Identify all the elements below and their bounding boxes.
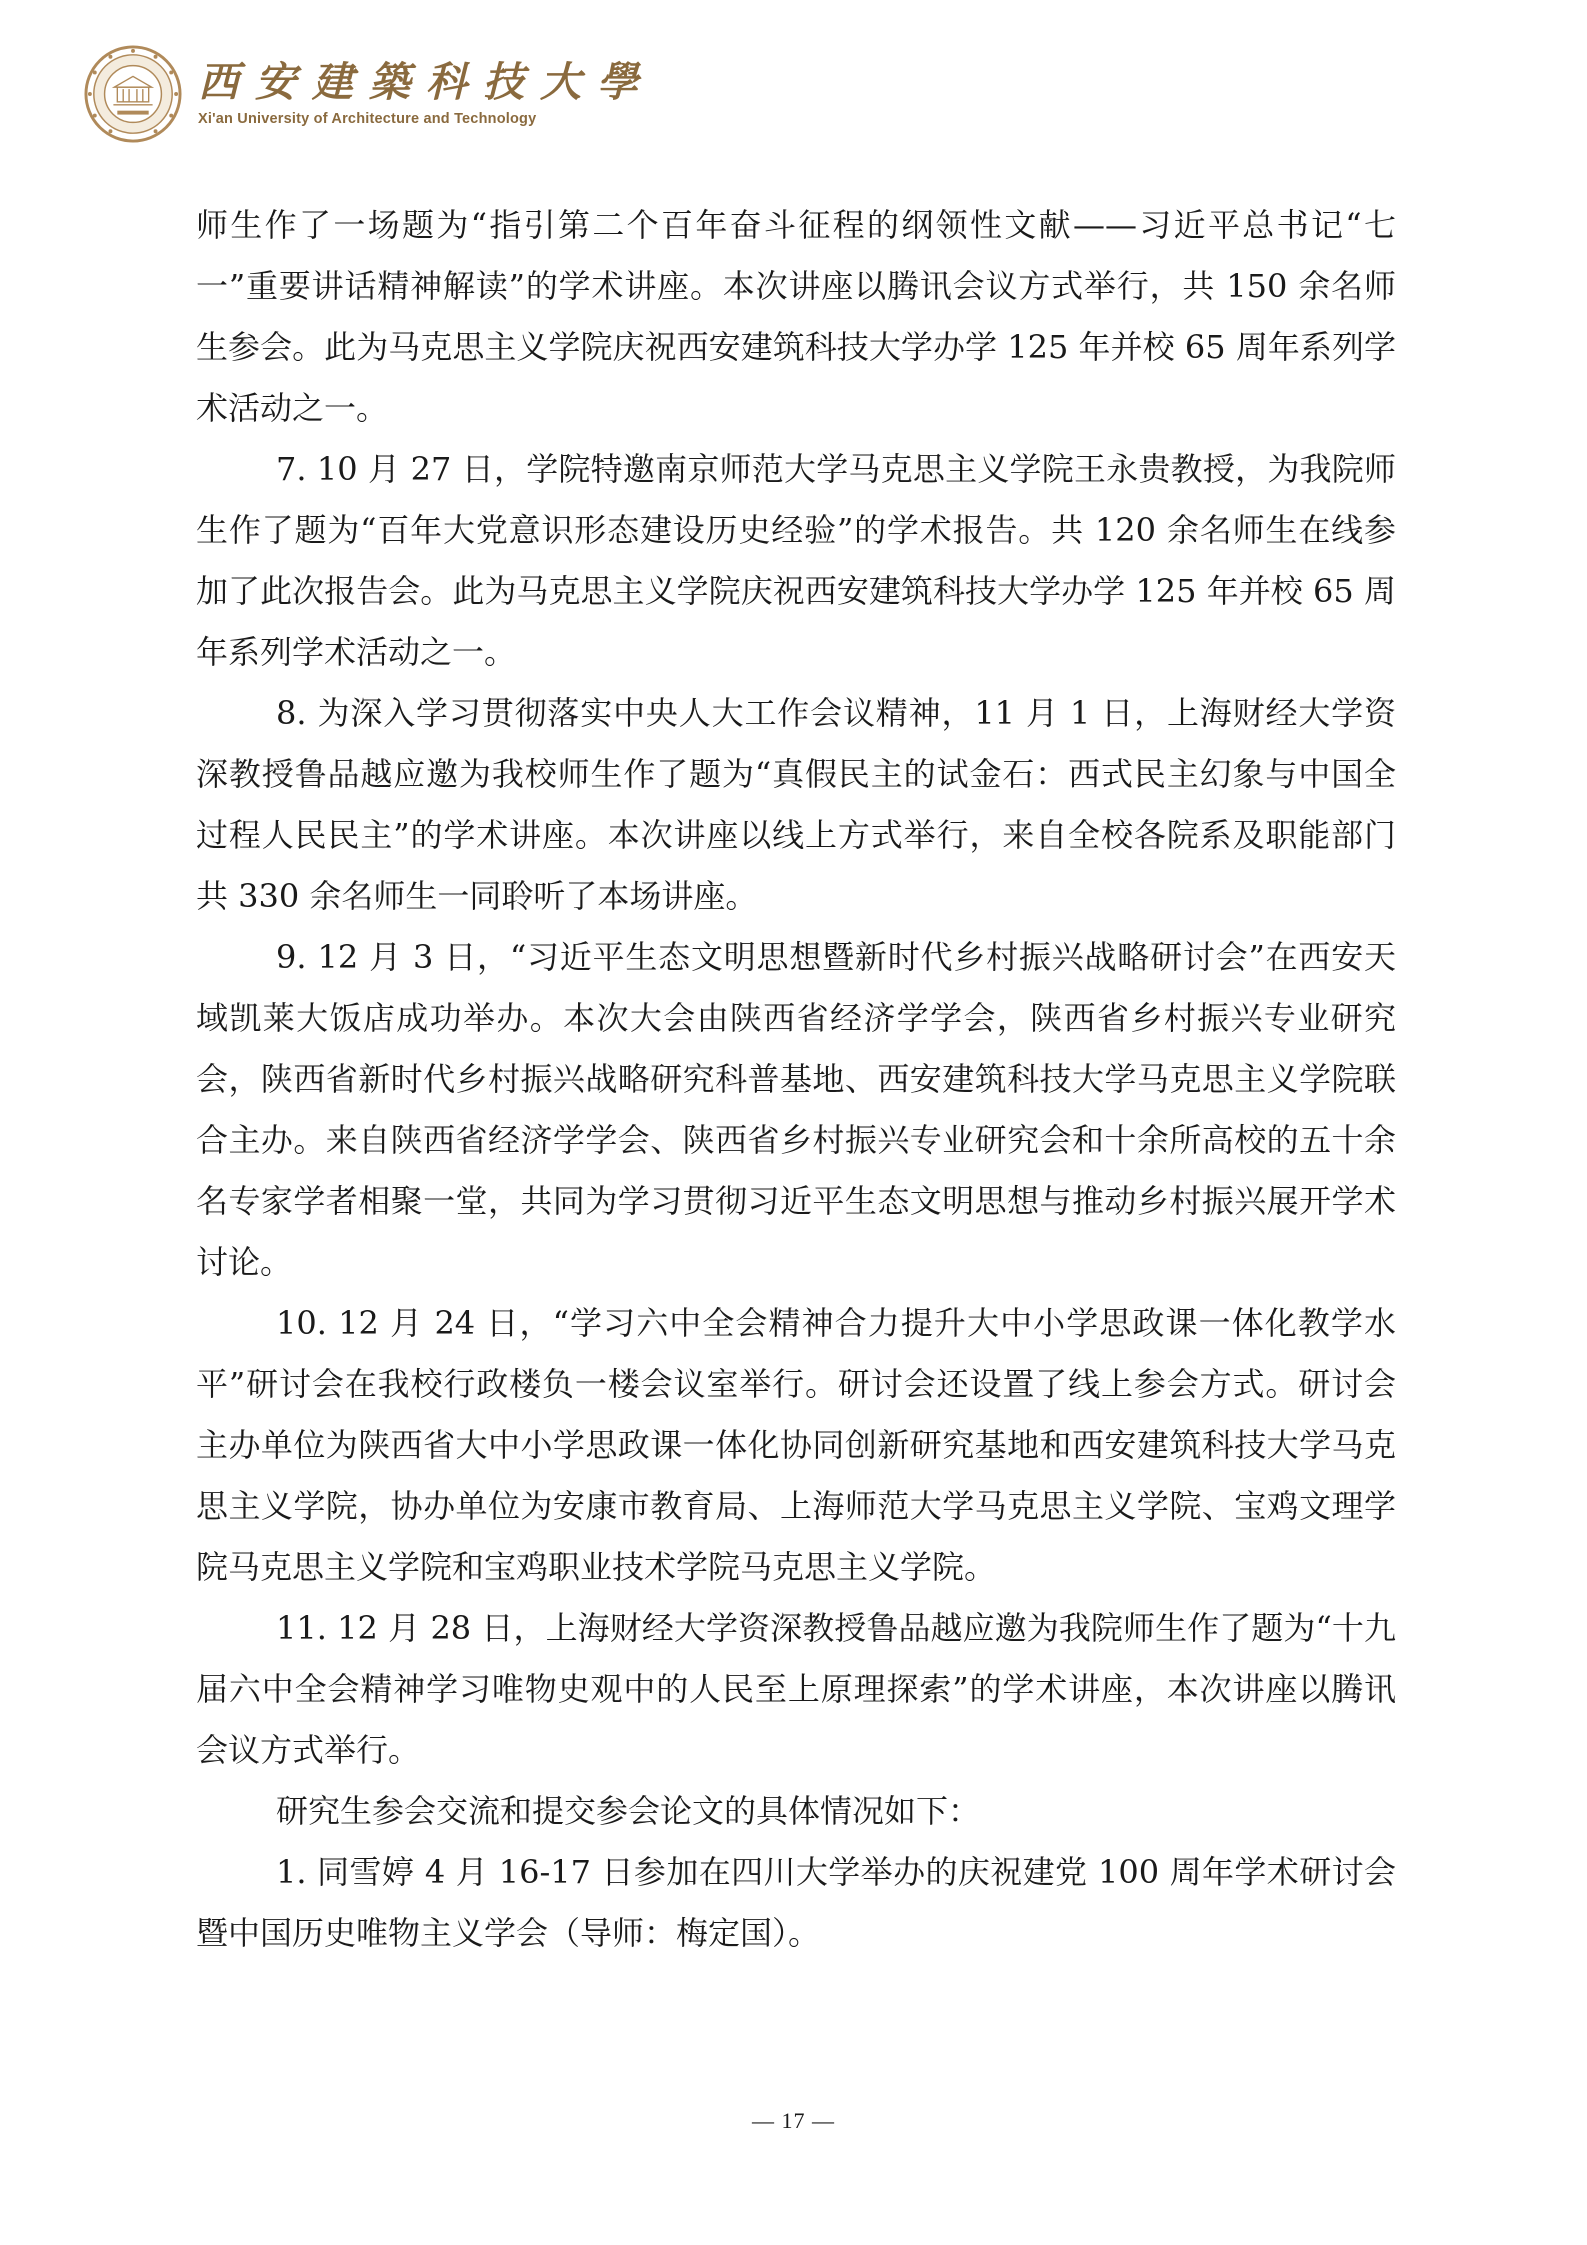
page-number: — 17 — xyxy=(752,2108,835,2133)
paragraph-item-9: 9. 12 月 3 日，“习近平生态文明思想暨新时代乡村振兴战略研讨会”在西安天域凯莱大饭店成功举办。本次大会由陕西省经济学学会，陕西省乡村振兴专业研究会，陕西省新时代乡村振兴战略研究科普基地、西安建筑科技大学马克思主义学院联合主办。来自陕西省经济学学会、陕西省乡村振兴专业研究会和十余所高校的五十余名专家学者相聚一堂，共同为学习贯彻习近平生态文明思想与推动乡村振兴展开学术讨论。 xyxy=(196,938,1396,1281)
document-body xyxy=(196,195,1396,1964)
university-brand xyxy=(198,58,654,127)
paragraph-item-10: 10. 12 月 24 日，“学习六中全会精神合力提升大中小学思政课一体化教学水平”研讨会在我校行政楼负一楼会议室举行。研讨会还设置了线上参会方式。研讨会主办单位为陕西省大中小学思政课一体化协同创新研究基地和西安建筑科技大学马克思主义学院，协办单位为安康市教育局、上海师范大学马克思主义学院、宝鸡文理学院马克思主义学院和宝鸡职业技术学院马克思主义学院。 xyxy=(196,1304,1396,1586)
university-seal-icon xyxy=(84,45,182,143)
university-name-en: Xi'an University of Architecture and Technology xyxy=(198,110,537,127)
paragraph-graduate-item-1: 1. 同雪婷 4 月 16-17 日参加在四川大学举办的庆祝建党 100 周年学术研讨会暨中国历史唯物主义学会（导师：梅定国）。 xyxy=(196,1853,1396,1952)
paragraph-continuation: 师生作了一场题为“指引第二个百年奋斗征程的纲领性文献——习近平总书记“七一”重要讲话精神解读”的学术讲座。本次讲座以腾讯会议方式举行，共 150 余名师生参会。此为马克思主义学院庆祝西安建筑科技大学办学 125 年并校 65 周年系列学术活动之一。 xyxy=(196,206,1396,427)
paragraph-graduate-intro: 研究生参会交流和提交参会论文的具体情况如下： xyxy=(276,1792,981,1830)
paragraph-item-7: 7. 10 月 27 日，学院特邀南京师范大学马克思主义学院王永贵教授，为我院师生作了题为“百年大党意识形态建设历史经验”的学术报告。共 120 余名师生在线参加了此次报告会。此为马克思主义学院庆祝西安建筑科技大学办学 125 年并校 65 周年系列学术活动之一。 xyxy=(196,450,1396,671)
paragraph-item-8: 8. 为深入学习贯彻落实中央人大工作会议精神，11 月 1 日，上海财经大学资深教授鲁品越应邀为我校师生作了题为“真假民主的试金石：西式民主幻象与中国全过程人民民主”的学术讲座。本次讲座以线上方式举行，来自全校各院系及职能部门共 330 余名师生一同聆听了本场讲座。 xyxy=(196,694,1396,915)
paragraph-item-11: 11. 12 月 28 日，上海财经大学资深教授鲁品越应邀为我院师生作了题为“十九届六中全会精神学习唯物史观中的人民至上原理探索”的学术讲座，本次讲座以腾讯会议方式举行。 xyxy=(196,1609,1396,1769)
university-name-cn: 西安建築科技大學 xyxy=(198,58,654,107)
document-header xyxy=(84,44,654,144)
